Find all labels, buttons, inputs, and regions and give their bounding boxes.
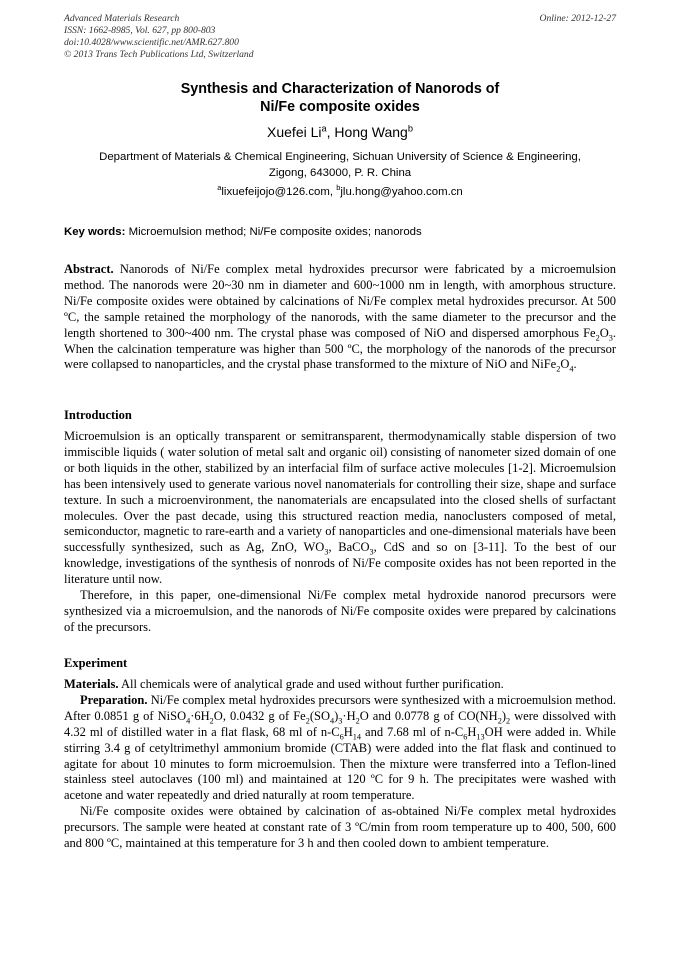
author-emails bbox=[64, 185, 616, 200]
abstract-text: O bbox=[599, 325, 609, 340]
subscript: 2 bbox=[209, 716, 214, 726]
prep-text: and 7.68 ml of n-C bbox=[361, 724, 464, 739]
email-a-marker: a bbox=[217, 183, 222, 193]
prep-text: Ni/Fe complex metal hydroxides precursors were synthesized with a microemulsion method. After 0.0851 g of NiSO bbox=[64, 692, 617, 723]
calcination-paragraph: Ni/Fe composite oxides were obtained by calcination of as-obtained Ni/Fe complex metal hydroxides precursors. The sample were heated at constant rate of 3 ºC/min from room temperature up to 400, 500, 600 and 800 ºC, maintained at this temperature for 3 h and then cooled down to ambient temperature. bbox=[64, 804, 616, 851]
abstract-label: Abstract. bbox=[64, 262, 114, 276]
issn-line: ISSN: 1662-8985, Vol. 627, pp 800-803 bbox=[64, 25, 216, 36]
paper-title bbox=[64, 81, 616, 116]
introduction-section bbox=[64, 429, 616, 636]
introduction-heading: Introduction bbox=[64, 408, 132, 422]
subscript: 2 bbox=[556, 364, 561, 374]
title-line-2: Ni/Fe composite oxides bbox=[260, 98, 420, 115]
journal-header bbox=[64, 13, 616, 61]
subscript: 2 bbox=[505, 716, 511, 726]
prep-text: ·H bbox=[342, 708, 356, 723]
email-separator: , bbox=[329, 186, 337, 198]
intro-text: , CdS and so on [3-11]. To the best of our knowledge, investigations of the synthesis of nonrods of Ni/Fe composite oxides has not been reported in the literature until now. bbox=[64, 540, 617, 587]
affiliation-line-1: Department of Materials & Chemical Engineering, Sichuan University of Science & Engineering, bbox=[99, 151, 581, 163]
prep-text: H bbox=[467, 724, 477, 739]
prep-text: ) bbox=[501, 708, 506, 723]
preparation-paragraph bbox=[64, 693, 616, 804]
author-separator: , bbox=[326, 124, 335, 140]
prep-text: O and 0.0778 g of CO(NH bbox=[359, 708, 498, 723]
subscript: 4 bbox=[186, 716, 191, 726]
abstract-paragraph bbox=[64, 262, 616, 373]
prep-text: ) bbox=[334, 708, 339, 723]
preparation-label: Preparation. bbox=[80, 692, 148, 707]
author-1-marker: a bbox=[321, 123, 327, 134]
email-b-link[interactable]: jlu.hong@yahoo.com.cn bbox=[340, 186, 463, 198]
intro-paragraph-2: Therefore, in this paper, one-dimensional Ni/Fe complex metal hydroxide nanorod precursors were synthesized via a microemulsion, and the nanorods of Ni/Fe composite oxides were prepared by calcinations of the precursors. bbox=[64, 588, 616, 634]
experiment-heading: Experiment bbox=[64, 656, 128, 670]
intro-paragraph-1 bbox=[64, 429, 616, 588]
subscript: 4 bbox=[569, 364, 574, 374]
prep-text: OH were added in. While stirring 3.4 g of cetyltrimethyl ammonium bromide (CTAB) were added into the flat flask and continued to agitate for about 10 minutes to form microemulsion. Then the mixture were transferred into a Teflon-lined stainless steel autoclaves (100 ml) and maintained at 120 ºC for 9 h. The precipitates were washed with acetone and water repeatedly and dried naturally at room temperature. bbox=[64, 724, 616, 803]
subscript: 2 bbox=[595, 333, 600, 343]
author-list bbox=[64, 123, 616, 141]
subscript: 2 bbox=[497, 716, 502, 726]
prep-text: H bbox=[343, 724, 353, 739]
subscript: 4 bbox=[329, 716, 335, 726]
subscript: 3 bbox=[608, 333, 613, 343]
prep-text: were dissolved with 4.32 ml of distilled water in a flat flask, 68 ml of n-C bbox=[64, 708, 616, 739]
copyright-line: © 2013 Trans Tech Publications Ltd, Switzerland bbox=[64, 49, 254, 60]
journal-name: Advanced Materials Research bbox=[64, 13, 180, 24]
abstract-text: Nanorods of Ni/Fe complex metal hydroxides precursor were fabricated by a microemulsion method. The nanorods were 20~30 nm in diameter and 600~1000 nm in length, with amorphous structure. Ni/Fe composite oxides were obtained by calcinations of Ni/Fe complex metal hydroxides precursor. At 500 ºC, the sample retained the morphology of the nanorods, with the same diameter to the precursor and the length shortened to 300~400 nm. The crystal phase was composed of NiO and dispersed amorphous Fe bbox=[64, 262, 617, 340]
affiliation bbox=[64, 150, 616, 181]
author-2: Hong Wang bbox=[334, 124, 408, 140]
subscript: 3 bbox=[338, 716, 343, 726]
title-line-1: Synthesis and Characterization of Nanorods of bbox=[180, 81, 500, 97]
subscript: 2 bbox=[305, 716, 310, 726]
materials-text: All chemicals were of analytical grade and used without further purification. bbox=[120, 677, 504, 691]
intro-text: Microemulsion is an optically transparent or semitransparent, thermodynamically stable dispersion of two immiscible liquids ( water solution of metal salt and organic oil) consisting of nanometer sized domain of one or both liquids in the other, stabilized by an interfacial film of surface active molecules [1-2]. Microemulsion has been intensively used to generate various novel nanomaterials for controlling their size, shape and surface texture. In such a microenvironment, the nanomaterials are encapsulated into the closed shells of surfactant molecules. Over the past decade, using this structured reaction media, nanoclusters composed of metal, semiconductor, magnetic to rare-earth and a variety of nanoparticles and one-dimensional materials have been successfully synthesized, such as Ag, ZnO, WO bbox=[64, 429, 616, 555]
abstract-text: O bbox=[560, 357, 570, 372]
email-a-link[interactable]: lixuefeijojo@126.com bbox=[221, 186, 330, 198]
keywords-label: Key words: bbox=[64, 226, 126, 238]
keywords-text: Microemulsion method; Ni/Fe composite oxides; nanorods bbox=[128, 226, 422, 238]
prep-text: ·6H bbox=[190, 708, 210, 723]
online-date: Online: 2012-12-27 bbox=[539, 13, 616, 24]
author-2-marker: b bbox=[407, 123, 413, 134]
abstract-text: . bbox=[573, 357, 577, 372]
materials-paragraph bbox=[64, 677, 616, 693]
materials-label: Materials. bbox=[64, 677, 119, 691]
subscript: 2 bbox=[355, 716, 360, 726]
subscript: 3 bbox=[324, 547, 329, 557]
experiment-section bbox=[64, 677, 616, 852]
email-b-marker: b bbox=[336, 183, 341, 193]
subscript: 14 bbox=[352, 732, 362, 742]
affiliation-line-2: Zigong, 643000, P. R. China bbox=[268, 166, 412, 179]
subscript: 6 bbox=[339, 732, 344, 742]
prep-text: O, 0.0432 g of Fe bbox=[213, 708, 306, 723]
subscript: 13 bbox=[476, 732, 485, 742]
prep-text: (SO bbox=[309, 708, 330, 723]
doi-line: doi:10.4028/www.scientific.net/AMR.627.800 bbox=[64, 37, 239, 48]
author-1: Xuefei Li bbox=[267, 124, 322, 140]
abstract bbox=[64, 262, 616, 373]
intro-text: , BaCO bbox=[328, 540, 370, 555]
keywords bbox=[64, 225, 616, 240]
abstract-text: . When the calcination temperature was higher than 500 ºC, the morphology of the nanorods of the precursor were collapsed to nanoparticles, and the crystal phase transformed to the mixture of NiO and NiFe bbox=[64, 325, 616, 372]
subscript: 6 bbox=[463, 732, 468, 742]
subscript: 3 bbox=[369, 547, 374, 557]
